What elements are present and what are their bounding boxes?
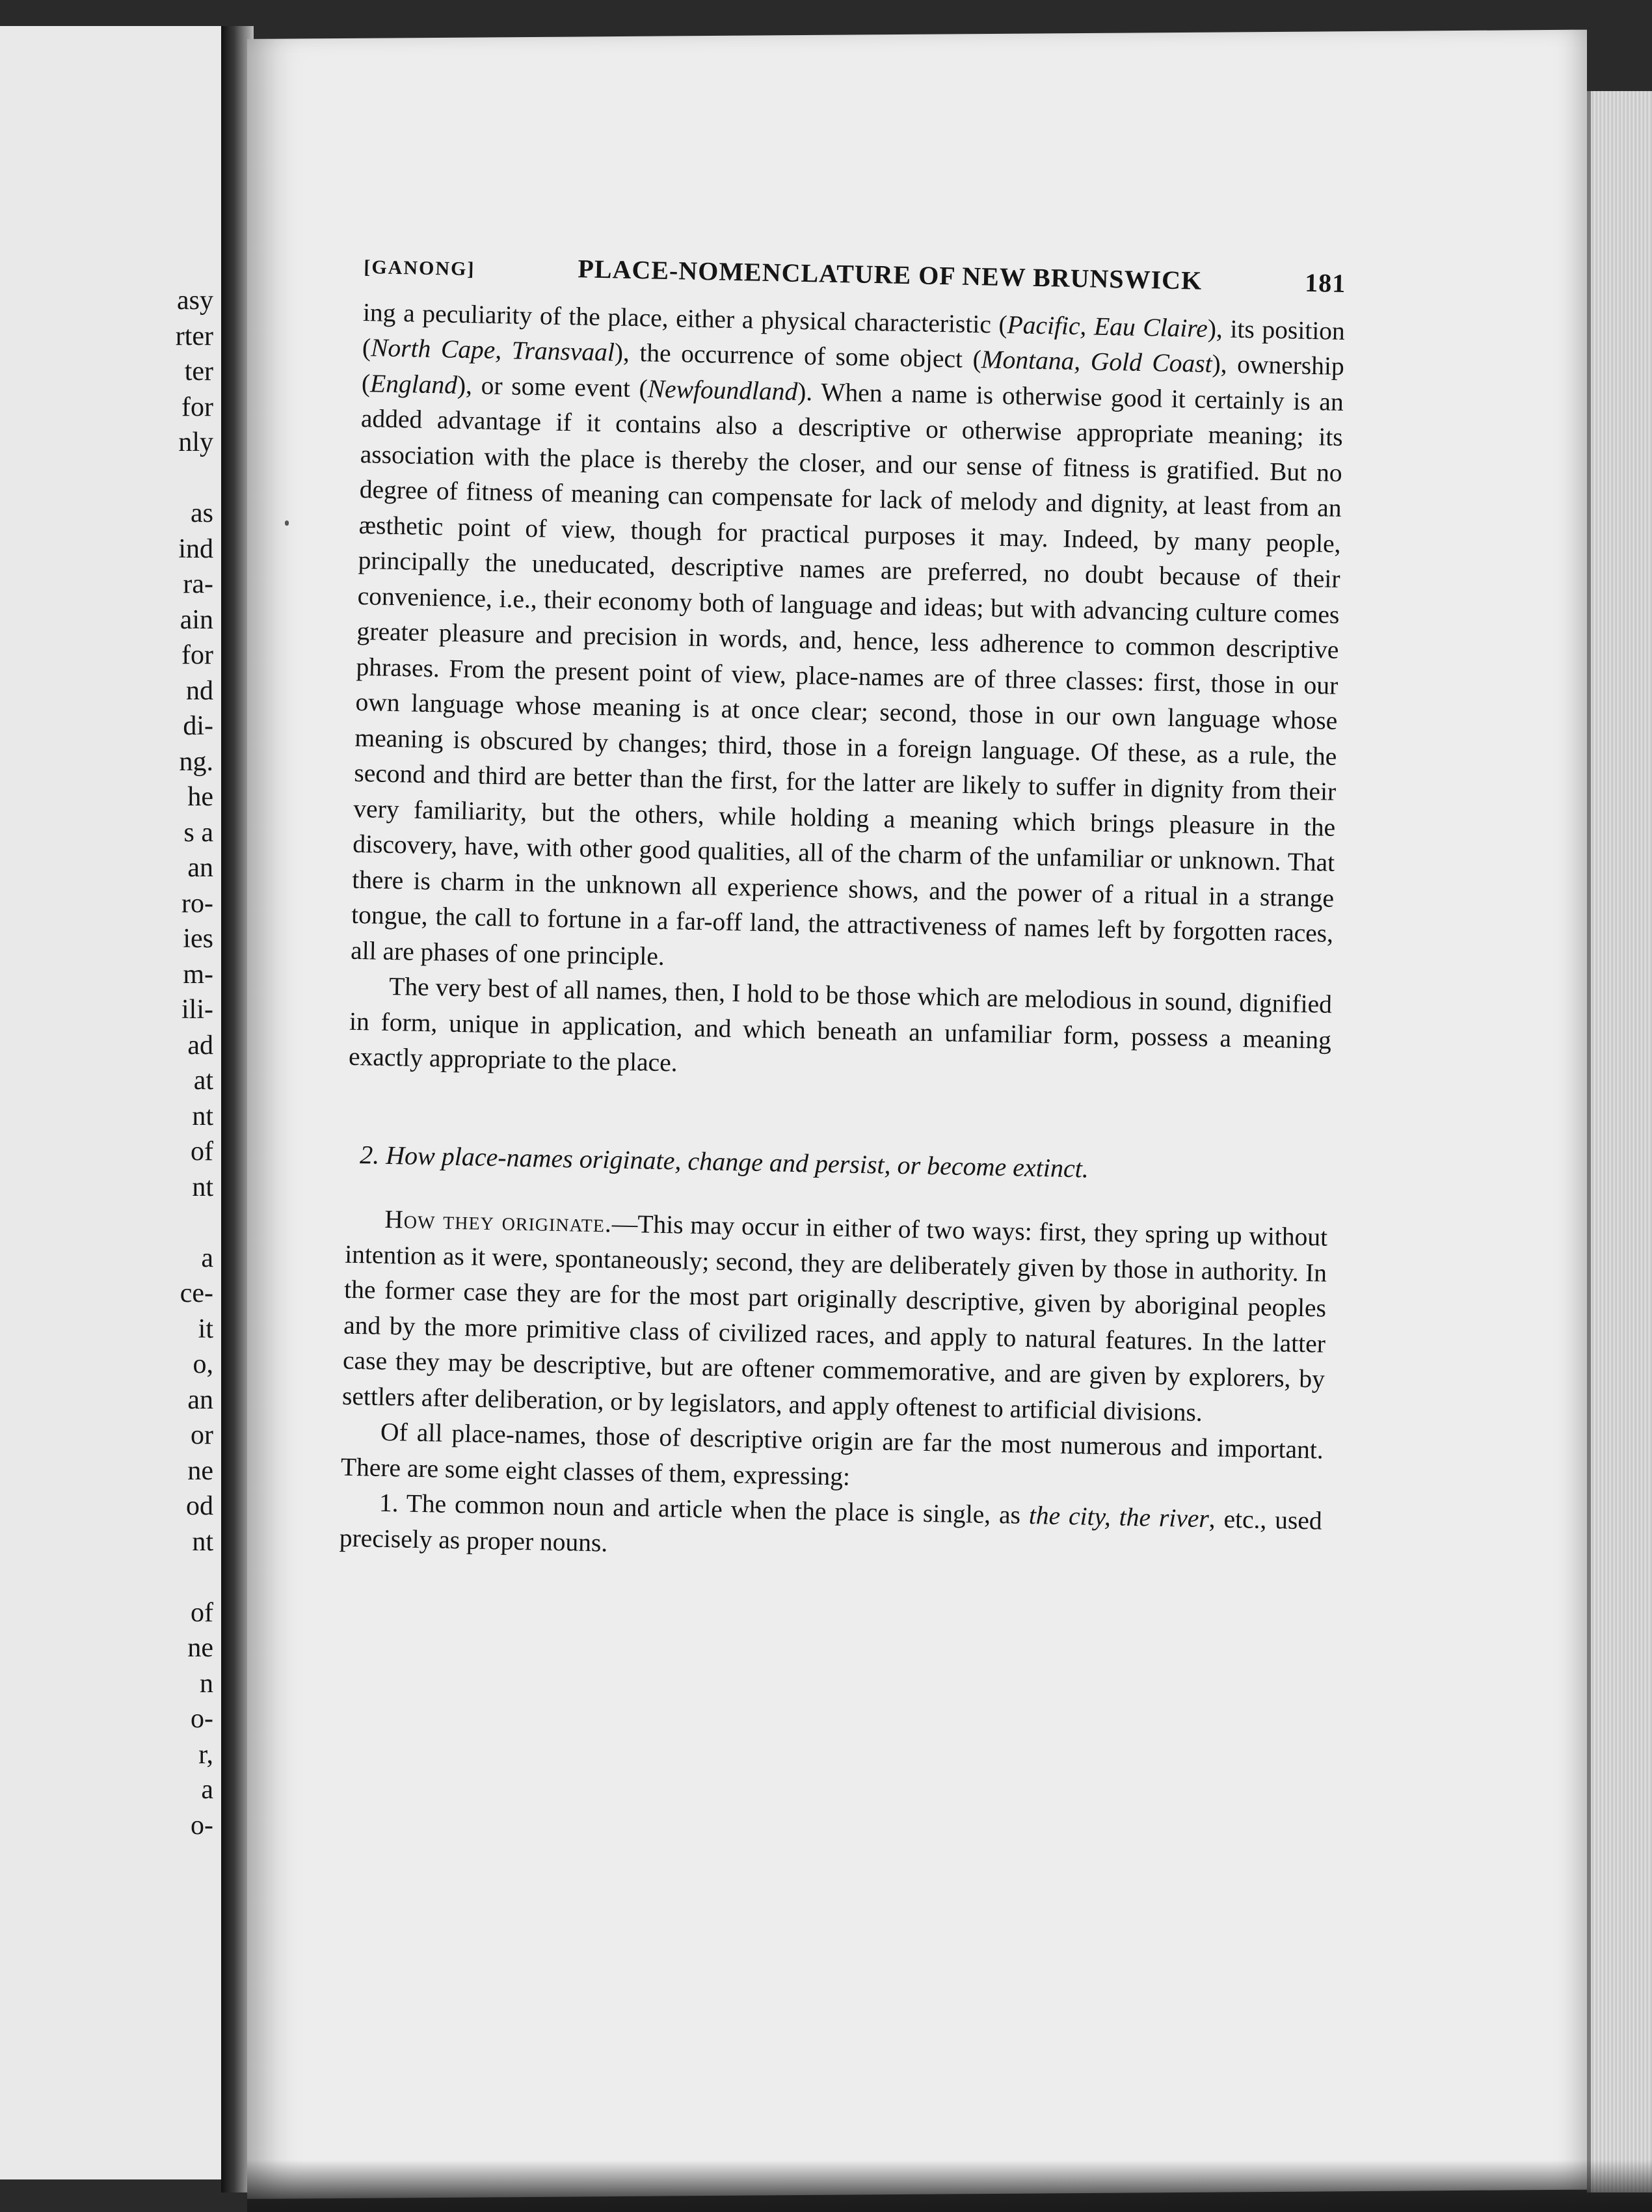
author-tag: [GANONG] <box>364 256 475 280</box>
fragment: a <box>201 1243 213 1273</box>
fragment: nt <box>192 1526 213 1557</box>
fragment: ili- <box>181 995 213 1025</box>
fragment: at <box>193 1066 213 1096</box>
fragment: nt <box>192 1172 213 1202</box>
fragment: ro- <box>181 888 213 919</box>
fragment: for <box>181 640 213 670</box>
fragment-gap <box>176 1205 213 1241</box>
fragment: o- <box>191 1704 213 1734</box>
paragraph-1: ing a peculiarity of the place, either a physical characteristic (Pacific, Eau Claire), its position (North Cape, Transvaal), the occurrence of some object (Montana, Gold Coast), ownership (England), or some event (Newfoundland). When a name is otherwise good it certainly is an added advantage if it contains also a descriptive or otherwise appropriate meaning; its association with the place is thereby the closer, and our sense of fitness is gratified. But no degree of fitness of meaning can compensate for lack of melody and dignity, at least from an æsthetic point of view, though for practical purposes it may. Indeed, by many people, principally the uneducated, descriptive names are preferred, no doubt because of their convenience, i.e., their economy both of language and ideas; but with advancing culture comes greater pleasure and precision in words, and, hence, less adherence to common descriptive phrases. From the present point of view, place-names are of three classes: first, those in our own language whose meaning is at once clear; second, those in our own language whose meaning is obscured by changes; third, those in a foreign language. Of these, as a rule, the second and third are better than the first, for the latter are likely to suffer in dignity from their very familiarity, but the others, while holding a meaning which brings pleasure in the discovery, have, with other good qualities, all of the charm of the unfamiliar or unknown. That there is charm in the unknown all experience shows, and the power of a ritual in a strange tongue, the call to fortune in a far-off land, the attractiveness of names left by forgotten races, all are phases of one principle. <box>350 297 1346 971</box>
fragment: ies <box>183 924 213 954</box>
fragment: di- <box>183 711 213 741</box>
left-page <box>0 26 228 2179</box>
bottom-shadow <box>247 2160 1652 2212</box>
fragment: ter <box>184 357 213 386</box>
fragment: nd <box>186 675 213 706</box>
fragment: o, <box>193 1349 213 1379</box>
subsection-heading: 2. How place-names originate, change and persist, or become extinct. <box>359 1139 1089 1183</box>
run-in-heading: How they originate. <box>384 1204 613 1238</box>
fragment: od <box>186 1491 213 1521</box>
fragment: a <box>201 1775 213 1805</box>
fragment: it <box>198 1314 213 1344</box>
fragment: o- <box>191 1810 213 1841</box>
fragment: n <box>200 1668 213 1699</box>
fragment: ind <box>178 533 213 564</box>
paragraph-5: 1. The common noun and article when the place is single, as the city, the river, etc., used precisely as proper nouns. <box>339 1488 1323 1558</box>
paragraph-2: The very best of all names, then, I hold to be those which are melodious in sound, dignified in form, unique in application, and which beneath an unfamiliar form, possess a meaning exactly appropriate to the place. <box>348 971 1333 1077</box>
paragraph-3: How they originate.—This may occur in either of two ways: first, they spring up without intention as it were, spontaneously; second, they are deliberately given by those in authority. In the former case they are for the most part originally descriptive, given by aboriginal peoples and by the more primitive class of civilized races, and apply to natural features. In the latter case they may be descriptive, but are oftener commemorative, and are given by explorers, by settlers after deliberation, or by legislators, and apply oftenest to artificial divisions. <box>341 1204 1328 1427</box>
fragment: ne <box>187 1633 213 1663</box>
fragment: asy <box>177 286 213 316</box>
fragment: ain <box>180 604 213 635</box>
fragment: an <box>187 853 213 883</box>
fragment: rter <box>175 321 213 351</box>
fragment: r, <box>198 1739 213 1770</box>
fragment: of <box>191 1597 213 1628</box>
fragment: or <box>191 1420 213 1450</box>
fragment: ne <box>187 1455 213 1486</box>
fragment: nt <box>192 1101 213 1131</box>
fragment: s a <box>183 817 213 848</box>
paragraph-4: Of all place-names, those of descriptive origin are far the most numerous and important. There are some eight classes of them, expressing: <box>340 1417 1324 1491</box>
fragment: ng. <box>179 746 213 777</box>
page-edges <box>1587 91 1652 2192</box>
left-page-text-fragments <box>176 283 213 1843</box>
fragment: ad <box>187 1030 213 1060</box>
fragment: an <box>187 1384 213 1415</box>
page-number: 181 <box>1304 267 1346 298</box>
fragment: for <box>181 392 213 422</box>
fragment-gap <box>176 1559 213 1595</box>
fragment-gap <box>176 461 213 496</box>
fragment: ce- <box>180 1278 213 1308</box>
fragment: ra- <box>183 569 213 599</box>
fragment: he <box>187 782 213 812</box>
fragment: nly <box>178 427 213 457</box>
fragment: m- <box>183 959 213 990</box>
fragment: of <box>191 1137 213 1167</box>
page-speck <box>285 520 289 526</box>
fragment: as <box>191 498 213 528</box>
running-title: PLACE-NOMENCLATURE OF NEW BRUNSWICK <box>578 254 1203 295</box>
page-text <box>339 247 1346 1574</box>
